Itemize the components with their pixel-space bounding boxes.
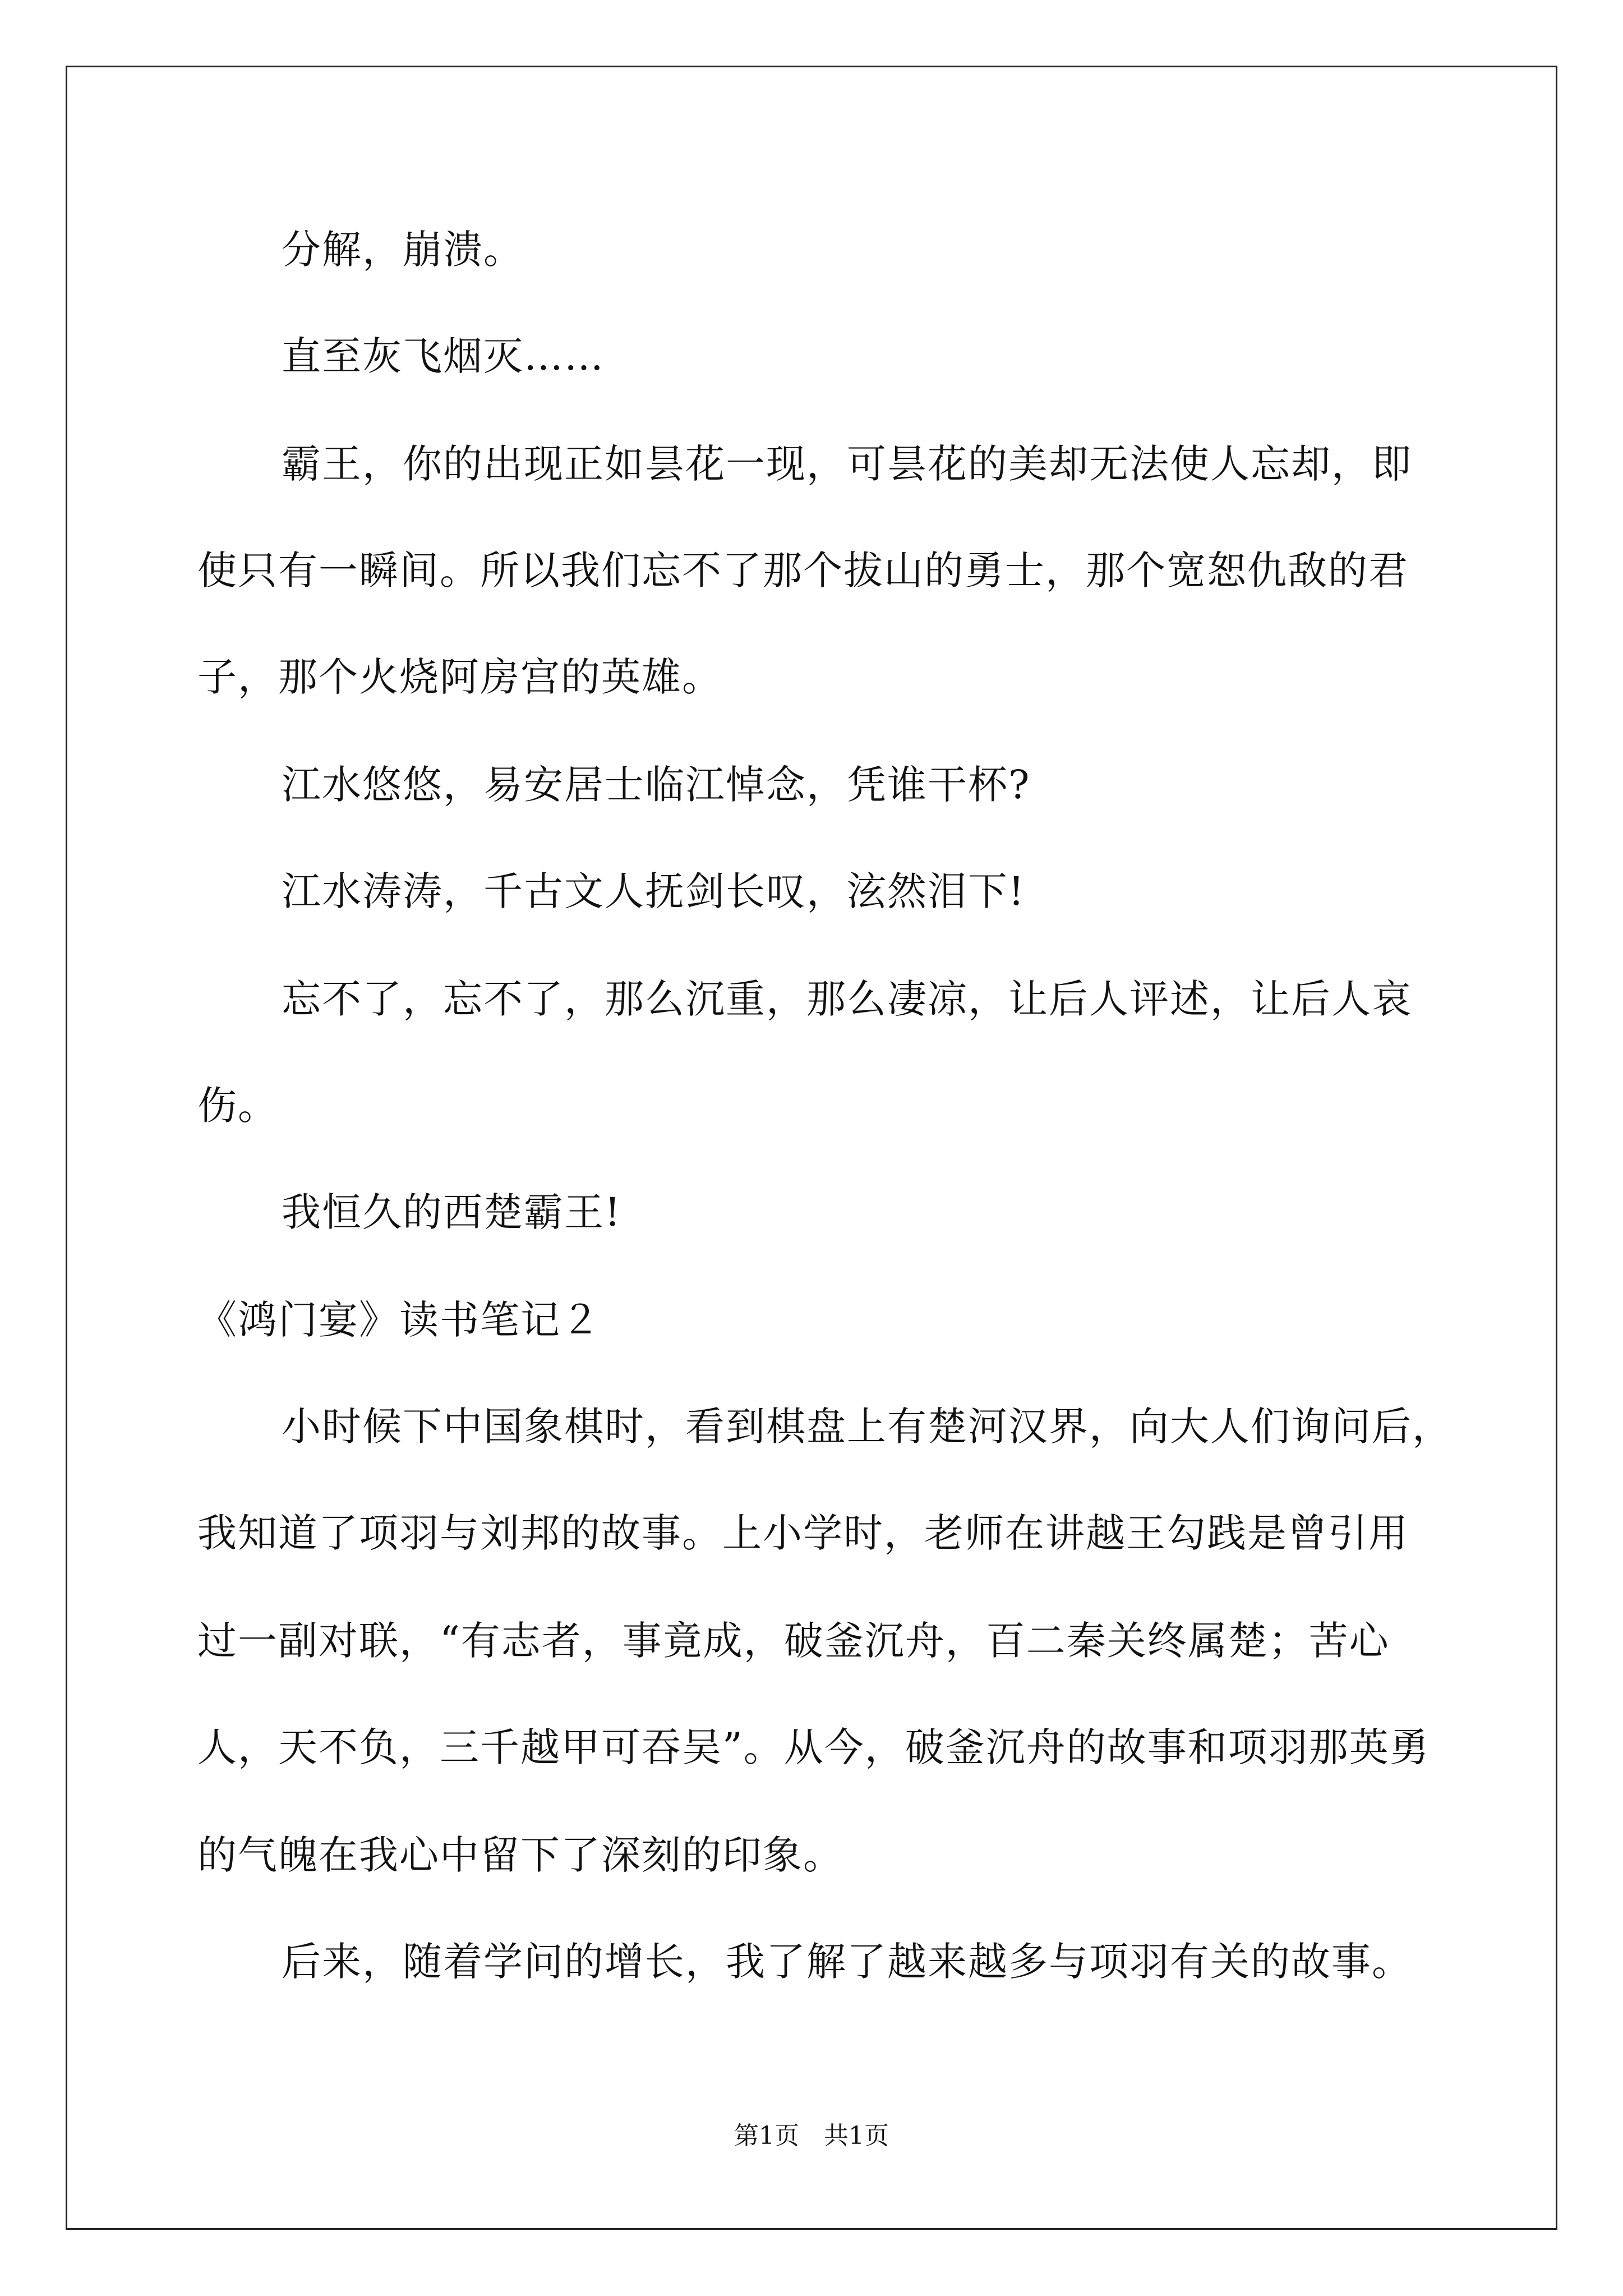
paragraph-line: 后来，随着学问的增长，我了解了越来越多与项羽有关的故事。 xyxy=(282,1939,1412,1985)
paragraph-line: 我恒久的西楚霸王! xyxy=(282,1189,622,1235)
paragraph-line: 使只有一瞬间。所以我们忘不了那个拔山的勇士，那个宽恕仇敌的君 xyxy=(197,547,1409,593)
page-border xyxy=(66,66,1557,2230)
paragraph-line: 的气魄在我心中留下了深刻的印象。 xyxy=(197,1832,843,1878)
section-heading: 《鸿门宴》读书笔记２ xyxy=(197,1297,601,1343)
paragraph-line: 过一副对联，“有志者，事竟成，破釜沉舟，百二秦关终属楚；苦心 xyxy=(197,1618,1390,1664)
paragraph-line: 我知道了项羽与刘邦的故事。上小学时，老师在讲越王勾践是曾引用 xyxy=(197,1510,1409,1556)
paragraph-line: 子，那个火烧阿房宫的英雄。 xyxy=(197,654,722,700)
paragraph-line: 忘不了，忘不了，那么沉重，那么凄凉，让后人评述，让后人哀 xyxy=(282,976,1412,1022)
page-footer: 第1页 共1页 xyxy=(734,2122,889,2150)
paragraph-line: 伤。 xyxy=(197,1083,278,1129)
paragraph-line: 江水涛涛，千古文人抚剑长叹，泫然泪下! xyxy=(282,868,1026,914)
paragraph-line: 江水悠悠，易安居士临江悼念，凭谁干杯? xyxy=(282,762,1031,808)
paragraph-line: 小时候下中国象棋时，看到棋盘上有楚河汉界，向大人们询问后， xyxy=(282,1404,1453,1450)
paragraph-line: 分解，崩溃。 xyxy=(282,227,524,273)
paragraph-line: 人，天不负，三千越甲可吞吴”。从今，破釜沉舟的故事和项羽那英勇 xyxy=(197,1724,1430,1770)
paragraph-line: 直至灰飞烟灭…… xyxy=(282,333,605,379)
paragraph-line: 霸王，你的出现正如昙花一现，可昙花的美却无法使人忘却，即 xyxy=(282,441,1412,487)
